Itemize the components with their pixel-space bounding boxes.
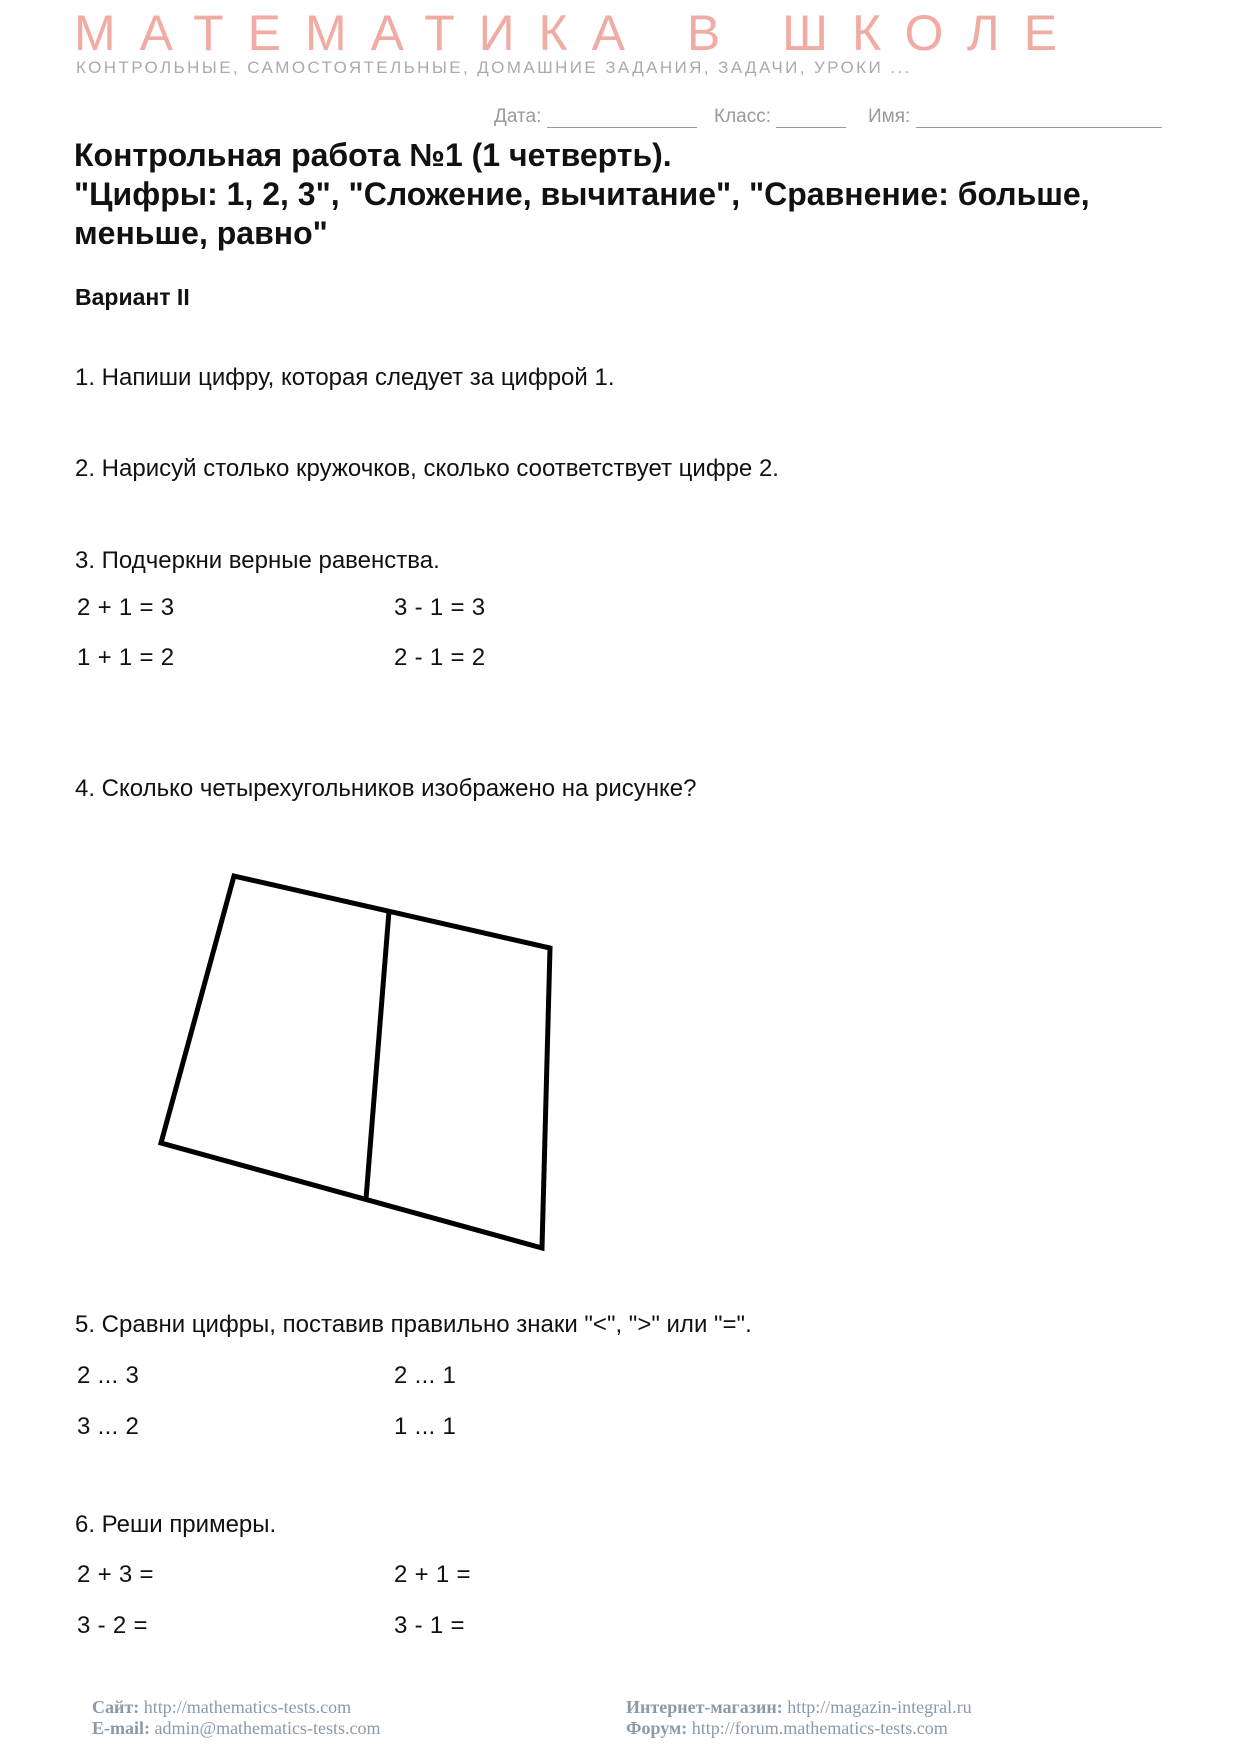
outer-quadrilateral <box>161 876 550 1248</box>
forum-label: Форум: <box>626 1718 688 1738</box>
name-blank[interactable] <box>916 107 1162 128</box>
name-field[interactable] <box>868 106 1162 128</box>
forum-link[interactable]: http://forum.mathematics-tests.com <box>691 1718 948 1738</box>
date-blank[interactable] <box>547 107 697 128</box>
compare-5a: 2 ... 3 <box>77 1362 140 1389</box>
task-1: 1. Напиши цифру, которая следует за цифрой 1. <box>75 364 615 391</box>
footer-email <box>92 1718 381 1739</box>
equation-3b[interactable]: 3 - 1 = 3 <box>394 594 486 621</box>
equation-3d[interactable]: 2 - 1 = 2 <box>394 644 486 671</box>
task-4: 4. Сколько четырехугольников изображено на рисунке? <box>75 775 697 802</box>
example-6b: 2 + 1 = <box>394 1561 471 1588</box>
date-field[interactable] <box>494 106 697 128</box>
document-title <box>74 136 1174 253</box>
example-6a: 2 + 3 = <box>77 1561 154 1588</box>
quadrilateral-figure <box>150 860 570 1260</box>
class-field[interactable] <box>714 106 846 128</box>
example-6d: 3 - 1 = <box>394 1612 465 1639</box>
shop-link[interactable]: http://magazin-integral.ru <box>787 1697 972 1717</box>
equation-3a[interactable]: 2 + 1 = 3 <box>77 594 175 621</box>
shop-label: Интернет-магазин: <box>626 1697 783 1717</box>
brand-title: МАТЕМАТИКА В ШКОЛЕ <box>74 5 1082 61</box>
compare-5d: 1 ... 1 <box>394 1413 457 1440</box>
name-label: Имя: <box>868 106 911 127</box>
site-link[interactable]: http://mathematics-tests.com <box>143 1697 352 1717</box>
task-6: 6. Реши примеры. <box>75 1511 277 1538</box>
footer-site <box>92 1697 351 1718</box>
footer-shop <box>626 1697 972 1718</box>
class-label: Класс: <box>714 106 771 127</box>
example-6c: 3 - 2 = <box>77 1612 148 1639</box>
variant-label: Вариант II <box>75 284 190 310</box>
date-label: Дата: <box>494 106 542 127</box>
site-label: Сайт: <box>92 1697 140 1717</box>
brand-subtitle: КОНТРОЛЬНЫЕ, САМОСТОЯТЕЛЬНЫЕ, ДОМАШНИЕ ЗАДАНИЯ, ЗАДАЧИ, УРОКИ ... <box>76 58 912 77</box>
email-label: E-mail: <box>92 1718 150 1738</box>
compare-5b: 2 ... 1 <box>394 1362 457 1389</box>
email-link[interactable]: admin@mathematics-tests.com <box>154 1718 381 1738</box>
dividing-line <box>366 911 389 1199</box>
title-line-1: Контрольная работа №1 (1 четверть). <box>74 137 672 173</box>
equation-3c[interactable]: 1 + 1 = 2 <box>77 644 175 671</box>
compare-5c: 3 ... 2 <box>77 1413 140 1440</box>
task-2: 2. Нарисуй столько кружочков, сколько соответствует цифре 2. <box>75 455 779 482</box>
title-line-2: "Цифры: 1, 2, 3", "Сложение, вычитание", "Сравнение: больше, <box>74 176 1090 212</box>
task-3: 3. Подчеркни верные равенства. <box>75 547 440 574</box>
task-5: 5. Сравни цифры, поставив правильно знаки "<", ">" или "=". <box>75 1311 752 1338</box>
title-line-3: меньше, равно" <box>74 215 328 251</box>
class-blank[interactable] <box>776 107 846 128</box>
footer-forum <box>626 1718 948 1739</box>
